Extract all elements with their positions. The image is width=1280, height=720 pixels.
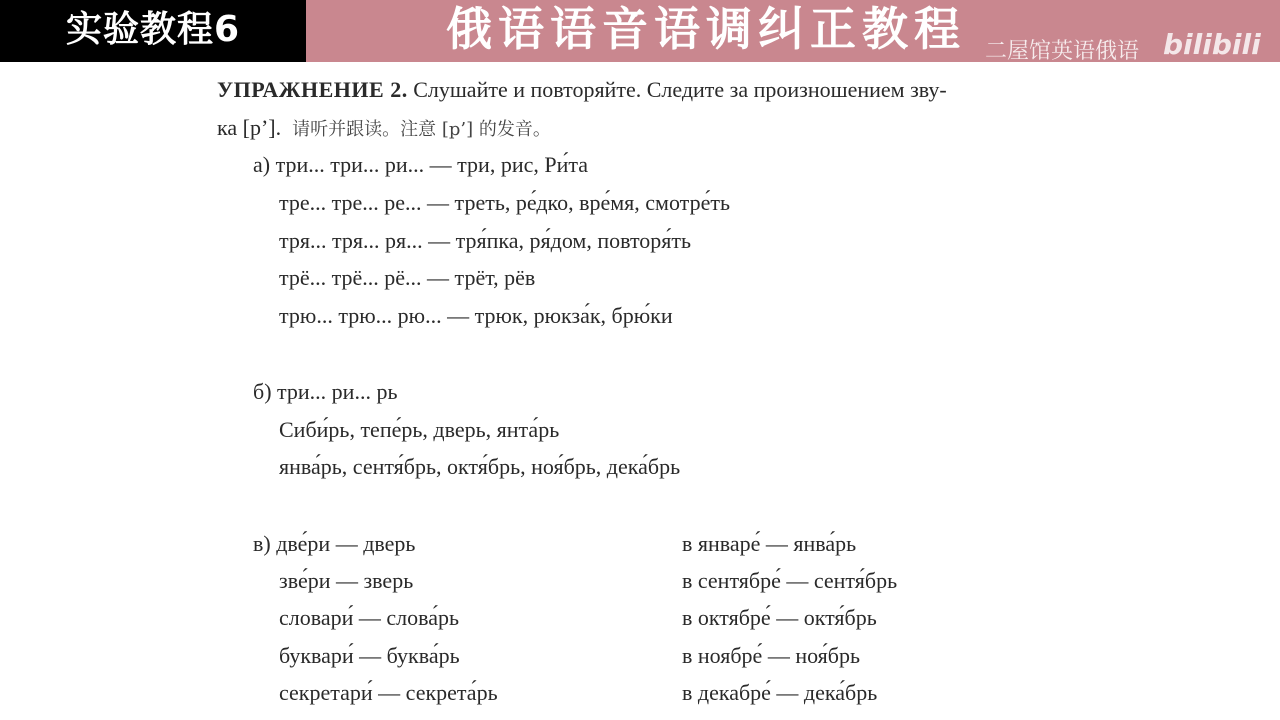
line-b-1: Сиби́рь, тепе́рь, дверь, янта́рь bbox=[279, 417, 560, 442]
bilibili-logo: bilibili bbox=[1163, 28, 1261, 61]
exercise-instruction-cont: ка [р’]. bbox=[217, 115, 282, 140]
line-v-left-4: секретари́ — секрета́рь bbox=[279, 680, 498, 705]
line-v-left-1: зве́ри — зверь bbox=[279, 568, 414, 593]
line-a-0: а) три... три... ри... — три, рис, Ри́та bbox=[253, 152, 589, 177]
title-banner bbox=[0, 0, 1280, 62]
watermark: 二屋馆英语俄语 bbox=[985, 39, 1140, 64]
line-v-right-1: в сентябре́ — сентя́брь bbox=[682, 568, 898, 593]
chinese-instruction: 请听并跟读。注意 [р’] 的发音。 bbox=[292, 119, 551, 140]
exercise-instruction: Слушайте и повторяйте. Следите за произношением зву- bbox=[407, 77, 947, 102]
line-v-left-3: буквари́ — буква́рь bbox=[279, 643, 460, 668]
line-v-right-2: в октябре́ — октя́брь bbox=[682, 605, 877, 630]
line-v-right-3: в ноябре́ — ноя́брь bbox=[682, 643, 861, 668]
line-a-1: тре... тре... ре... — треть, ре́дко, вре́мя, смотре́ть bbox=[279, 190, 730, 215]
lesson-badge: 实验教程6 bbox=[0, 0, 306, 62]
exercise-heading-cont bbox=[217, 115, 551, 143]
line-v-left-0: в) две́ри — дверь bbox=[253, 531, 416, 556]
exercise-label: УПРАЖНЕНИЕ 2. bbox=[217, 77, 408, 102]
course-title: 俄语语音语调纠正教程 bbox=[446, 2, 966, 56]
line-v-right-4: в декабре́ — дека́брь bbox=[682, 680, 878, 705]
line-v-right-0: в январе́ — янва́рь bbox=[682, 531, 857, 556]
line-b-0: б) три... ри... рь bbox=[253, 379, 398, 404]
line-a-4: трю... трю... рю... — трюк, рюкза́к, брю́ки bbox=[279, 303, 673, 328]
line-a-3: трё... трё... рё... — трёт, рёв bbox=[279, 265, 536, 290]
line-b-2: янва́рь, сентя́брь, октя́брь, ноя́брь, дека́брь bbox=[279, 454, 681, 479]
exercise-heading bbox=[217, 77, 947, 103]
line-v-left-2: словари́ — слова́рь bbox=[279, 605, 460, 630]
line-a-2: тря... тря... ря... — тря́пка, ря́дом, повторя́ть bbox=[279, 228, 692, 253]
